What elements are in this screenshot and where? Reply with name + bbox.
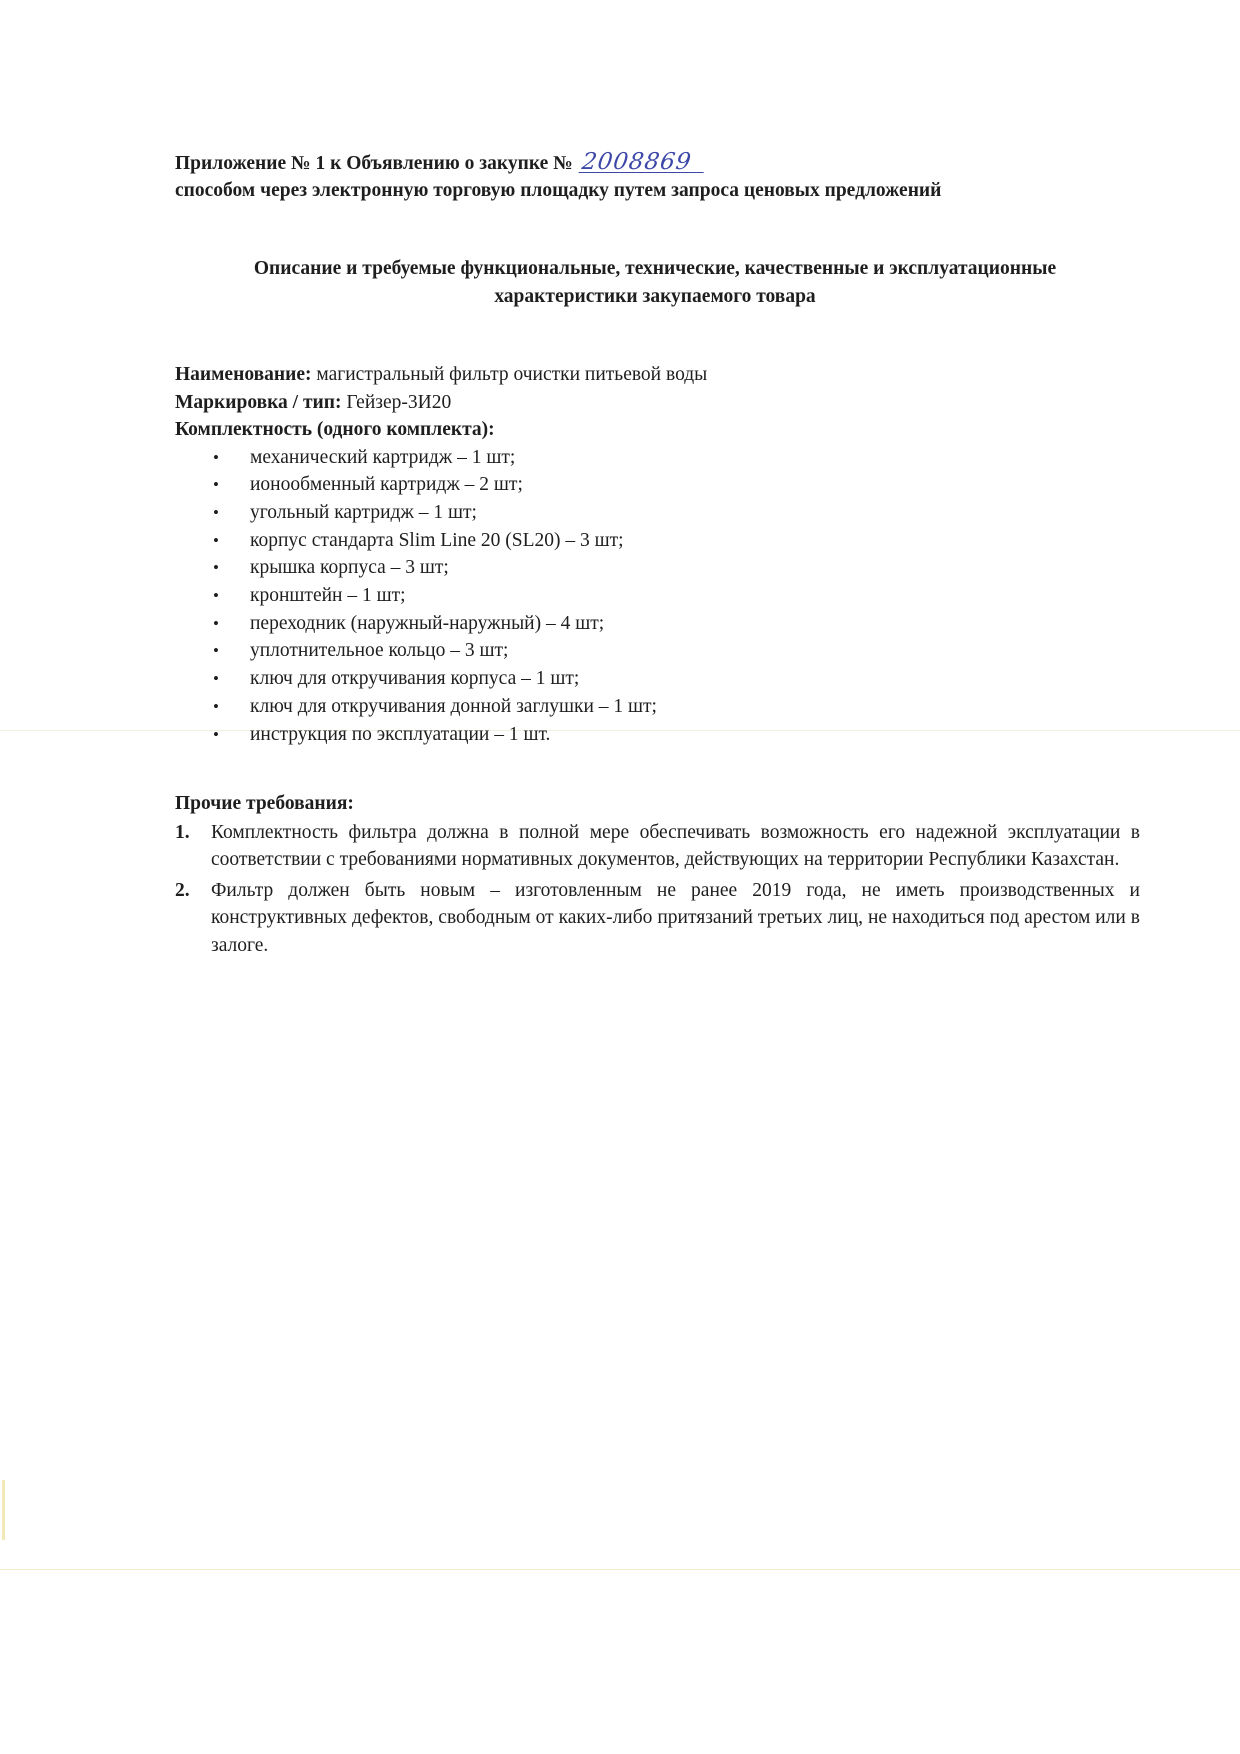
appendix-title-text: Приложение № 1 к Объявлению о закупке №	[175, 153, 573, 174]
list-item-text: переходник (наружный-наружный) – 4 шт;	[250, 612, 605, 634]
requirement-number: 1.	[175, 821, 190, 843]
list-item	[175, 582, 1135, 610]
requirement-item	[175, 877, 1140, 960]
requirement-item	[175, 819, 1140, 874]
marking-row	[175, 389, 1135, 417]
list-item-text: кронштейн – 1 шт;	[250, 585, 406, 607]
name-row	[175, 361, 1135, 389]
name-label: Наименование:	[175, 364, 312, 385]
list-item-text: крышка корпуса – 3 шт;	[250, 557, 449, 579]
list-item	[175, 637, 1135, 665]
bullet-icon: •	[213, 475, 219, 495]
list-item-text: механический картридж – 1 шт;	[250, 446, 516, 468]
completeness-label: Комплектность (одного комплекта):	[175, 419, 495, 440]
list-item	[175, 610, 1135, 638]
list-item-text: уплотнительное кольцо – 3 шт;	[250, 640, 509, 662]
marking-value: Гейзер-3И20	[346, 391, 452, 413]
list-item	[175, 444, 1135, 472]
requirement-number: 2.	[175, 879, 190, 901]
other-requirements	[175, 790, 1140, 962]
list-item	[175, 665, 1135, 693]
bullet-icon: •	[213, 586, 219, 606]
procurement-method: способом через электронную торговую площадку путем запроса ценовых предложений	[175, 180, 942, 201]
bullet-icon: •	[213, 613, 219, 633]
list-item-text: инструкция по эксплуатации – 1 шт.	[250, 723, 551, 745]
list-item	[175, 527, 1135, 555]
list-item-text: ключ для откручивания корпуса – 1 шт;	[250, 668, 580, 690]
list-item	[175, 471, 1135, 499]
list-item	[175, 554, 1135, 582]
description-title-line1: Описание и требуемые функциональные, технические, качественные и эксплуатационные	[253, 258, 1057, 279]
list-item-text: угольный картридж – 1 шт;	[250, 501, 477, 523]
document-header	[175, 150, 1135, 204]
list-item	[175, 693, 1135, 721]
handwritten-procurement-number: 2008869	[578, 152, 706, 173]
description-title	[175, 255, 1135, 311]
completeness-list	[175, 444, 1135, 749]
completeness-row	[175, 416, 1135, 444]
requirement-text: Комплектность фильтра должна в полной мере обеспечивать возможность его надежной эксплуатации в соответствии с требованиями нормативных документов, действующих на территории Республики Казахстан.	[211, 821, 1140, 870]
scan-artifact-edge	[2, 1480, 5, 1540]
scan-artifact-line	[0, 1569, 1240, 1570]
list-item	[175, 499, 1135, 527]
bullet-icon: •	[213, 558, 219, 578]
marking-label: Маркировка / тип:	[175, 391, 342, 413]
list-item	[175, 721, 1135, 749]
list-item-text: ионообменный картридж – 2 шт;	[250, 474, 523, 496]
bullet-icon: •	[213, 641, 219, 661]
name-value: магистральный фильтр очистки питьевой воды	[316, 364, 708, 385]
bullet-icon: •	[213, 724, 219, 744]
bullet-icon: •	[213, 447, 219, 467]
description-title-line2: характеристики закупаемого товара	[494, 286, 816, 307]
appendix-title	[175, 150, 1135, 177]
other-requirements-title: Прочие требования:	[175, 793, 354, 814]
bullet-icon: •	[213, 502, 219, 522]
specification-block	[175, 361, 1135, 748]
requirement-text: Фильтр должен быть новым – изготовленным не ранее 2019 года, не иметь производственных и конструктивных дефектов, свободным от каких-либо притязаний третьих лиц, не находиться под арестом или в залоге.	[211, 879, 1140, 956]
bullet-icon: •	[213, 530, 219, 550]
bullet-icon: •	[213, 669, 219, 689]
list-item-text: корпус стандарта Slim Line 20 (SL20) – 3 шт;	[250, 529, 624, 551]
bullet-icon: •	[213, 696, 219, 716]
list-item-text: ключ для откручивания донной заглушки – 1 шт;	[250, 695, 657, 717]
